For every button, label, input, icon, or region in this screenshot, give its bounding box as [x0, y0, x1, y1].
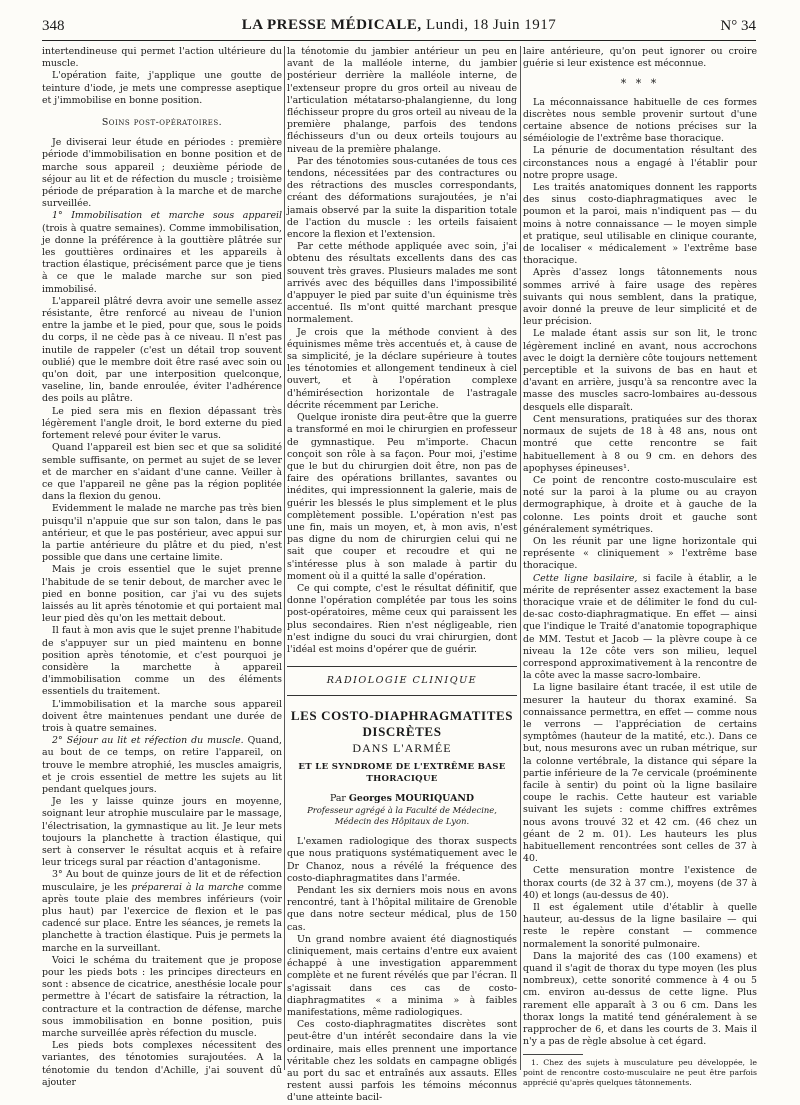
paragraph: La méconnaissance habituelle de ces formes discrètes nous semble provenir surtout d'une certaine absence de notions précises sur la séméiologie de l'extrême base thoracique. [523, 96, 757, 145]
paragraph: Par cette méthode appliquée avec soin, j'ai obtenu des résultats excellents dans des cas souvent très graves. Plusieurs malades me sont arrivés avec des béquilles dans l'impossibilité d'appuyer le pied par suite d'un équinisme très accentué. Ils m'ont quitté marchant presque normalement. [287, 241, 517, 326]
paragraph-text: (trois à quatre semaines). Comme immobilisation, je donne la préférence à la gouttière plâtrée sur les gouttières ordinaires et les appareils à traction élastique, précisément parce que je tiens à ce que le malade marche sur son pied immobilisé. [42, 222, 282, 295]
paragraph: Je crois que la méthode convient à des équinismes même très accentués et, à cause de sa simplicité, je la déclare supérieure à toutes les ténotomies et allongement tendineux à ciel ouvert, et à l'opération complexe d'hémirésection horizontale de l'astragale décrite récemment par Leriche. [287, 326, 517, 411]
column-separator [520, 46, 521, 1070]
paragraph: Après d'assez longs tâtonnements nous sommes arrivé à faire usage des repères suivants qui nous semblent, dans la pratique, avoir donné la preuve de leur simplicité et de leur précision. [523, 267, 757, 328]
paragraph-lead: 1° Immobilisation et marche sous appareil [52, 210, 282, 222]
paragraph: intertendineuse qui permet l'action ultérieure du muscle. [42, 46, 282, 70]
paragraph-lead: 3° Au bout de quinze jours de lit et de réfection musculaire, je les [42, 869, 282, 893]
paragraph: L'appareil plâtré devra avoir une semelle assez résistante, être renforcé au niveau de l'union entre la jambe et le pied, pour que, sous le poids du corps, il ne cède pas à ce niveau. Il n'est pas inutile de rappeler (c'est un détail trop souvent oublié) que le membre doit être rasé avec soin ou qu'on doit, par une interposition quelconque, vaseline, lin, bande enroulée, éviter l'adhérence des poils au plâtre. [42, 295, 282, 405]
paragraph: Les pieds bots complexes nécessitent des variantes, des ténotomies surajoutées. A la ténotomie du tendon d'Achille, j'ai souvent dû ajouter [42, 1040, 282, 1088]
paragraph: la ténotomie du jambier antérieur un peu en avant de la malléole interne, du jambier postérieur derrière la malléole interne, de l'extenseur propre du gros orteil au niveau de l'articulation métatarso-phalangienne, du long fléchisseur propre du gros orteil au niveau de la première phalange, parfois des tendons fléchisseurs d'un ou deux orteils toujours au niveau de la première phalange. [287, 46, 517, 155]
column-1 [42, 46, 283, 1088]
paragraph: Les traités anatomiques donnent les rapports des sinus costo-diaphragmatiques avec le poumon et la paroi, mais n'indiquent pas — du moins à notre connaissance — le moyen simple et pratique, seul utilisable en clinique courante, de localiser « médicalement » l'extrême base thoracique. [523, 182, 757, 267]
section-label: RADIOLOGIE CLINIQUE [326, 675, 478, 687]
affiliation-line: Médecin des Hôpitaux de Lyon. [334, 815, 470, 826]
paragraph-text: Quand, au bout de ce temps, on retire l'appareil, on trouve le membre atrophié, les muscles amaigris, et je crois essentiel de mettre les sujets au lit pendant quelques jours. [42, 735, 283, 795]
paragraph: L'immobilisation et la marche sous appareil doivent être maintenues pendant une durée de trois à quatre semaines. [42, 698, 282, 734]
asterism: * * * [620, 77, 660, 91]
paragraph: Dans la majorité des cas (100 examens) et quand il s'agit de thorax du type moyen (les plus nombreux), cette sonorité commence à 4 ou 5 cm. environ au-dessus de cette ligne. Plus rarement elle apparaît à 3 ou 6 cm. Dans les thorax longs la matité tend généralement à se rapprocher de 6, et dans les courts de 3. Mais il n'y a pas de règle absolue à cet égard. [523, 950, 757, 1048]
paragraph [42, 869, 282, 954]
column-3 [523, 46, 757, 1087]
paragraph: Cent mensurations, pratiquées sur des thorax normaux de sujets de 18 à 48 ans, nous ont montré que cette rencontre se fait habituellement à 8 ou 9 cm. en dehors des apophyses épineuses¹. [523, 413, 757, 474]
paragraph-text: si facile à établir, a le mérite de représenter assez exactement la base thoracique vraie et de délimiter le fond du cul-de-sac costo-diaphragmatique. En effet — ainsi que l'indique le Traité d'anatomie topographique de MM. Testut et Jacob — la plèvre coupe à ce niveau la 12e côte vers son milieu, lequel correspond approximativement à la rencontre de la côte avec la masse sacro-lombaire. [523, 572, 757, 682]
paragraph: La pénurie de documentation résultant des circonstances nous a engagé à l'établir pour notre propre usage. [523, 145, 757, 181]
paragraph: Un grand nombre avaient été diagnostiqués cliniquement, mais certains d'entre eux avaient échappé à une investigation apparemment complète et ne furent révélés que par l'écran. Il s'agissait dans ces cas de costo-diaphragmatites « a minima » à faibles manifestations, même radiologiques. [287, 933, 517, 1019]
section-heading: Soins post-opératoires. [101, 117, 223, 129]
footnote: 1. Chez des sujets à musculature peu développée, le point de rencontre costo-musculaire ne peut être parfois apprécié qu'après quelques tâtonnements. [523, 1058, 757, 1087]
paragraph: Il est également utile d'établir à quelle hauteur, au-dessus de la ligne basilaire — qui reste le repère constant — commence normalement la sonorité pulmonaire. [523, 902, 757, 950]
masthead [42, 17, 756, 34]
column-separator [284, 46, 285, 1070]
paragraph: Je les y laisse quinze jours en moyenne, soignant leur atrophie musculaire par le massage, l'électrisation, la gymnastique au lit. Je leur mets toujours la planchette à traction élastique, qui sert à conserver le résultat acquis et à refaire leur tricegs sural par réaction d'antagonisme. [42, 796, 282, 869]
paragraph: Il faut à mon avis que le sujet prenne l'habitude de s'appuyer sur un pied maintenu en bonne position après ténotomie, et c'est pourquoi je considère la marchette à appareil d'immobilisation comme un des éléments essentiels du traitement. [42, 625, 282, 698]
paragraph-lead: 2° Séjour au lit et réfection du muscle. [52, 735, 244, 747]
paragraph: La ligne basilaire étant tracée, il est utile de mesurer la hauteur du thorax examiné. Sa connaissance permettra, en effet — comme nous le verrons — l'appréciation de certains symptômes (hauteur de la matité, etc.). Dans ce but, nous mesurons avec un ruban métrique, sur la colonne vertébrale, la distance qui sépare la partie inférieure de la 7e cervicale (proéminente facile à sentir) du point où la ligne basilaire coupe le rachis. Cette hauteur est variable suivant les sujets : comme chiffres extrêmes nous avons trouvé 32 et 42 cm. (46 chez un géant de 2 m. 01). Les hauteurs les plus habituellement rencontrées sont celles de 37 à 40. [523, 682, 757, 865]
paragraph [523, 573, 757, 683]
paragraph-text: comme après toute plaie des membres inférieurs (voir plus haut) par l'exercice de flexion et le pas cadencé sur place. Entre les séances, je remets la planchette à traction élastique. Puis je permets la marche en la surveillant. [42, 881, 282, 954]
author-name: Georges MOURIQUAND [348, 792, 475, 804]
author-prefix: Par [329, 792, 346, 804]
paragraph: Ces costo-diaphragmatites discrètes sont peut-être d'un intérêt secondaire dans la vie ordinaire, mais elles prennent une importance véritable chez les soldats en campagne obligés au port du sac et entraînés aux assauts. Elles restent aussi parfois les témoins méconnus d'une atteinte bacil- [287, 1019, 517, 1104]
paragraph: Quelque ironiste dira peut-être que la guerre a transformé en moi le chirurgien en professeur de gymnastique. Peu m'importe. Chacun conçoit son rôle à sa façon. Pour moi, j'estime que le but du chirurgien doit être, non pas de faire des opérations brillantes, savantes ou inédites, qui impressionnent la galerie, mais de guérir les blessés le plus simplement et le plus complètement possible. L'opération n'est pas une fin, mais un moyen, et, à mon avis, n'est pas digne du nom de chirurgien celui qui ne sait que couper et recoudre et qui ne s'intéresse plus à son malade à partir du moment où il a quitté la salle d'opération. [287, 412, 517, 582]
paragraph: Evidemment le malade ne marche pas très bien puisqu'il n'appuie que sur son talon, dans le pas antérieur, et que le pas postérieur, avec appui sur la partie antérieure du plâtre et du pied, n'est possible que dans une certaine limite. [42, 503, 282, 564]
paragraph: L'examen radiologique des thorax suspects que nous pratiquons systématiquement avec le Dr Chanoz, nous a révélé la fréquence des costo-diaphragmatites dans l'armée. [287, 836, 517, 884]
section-divider [287, 666, 517, 675]
paragraph: Par des ténotomies sous-cutanées de tous ces tendons, nécessitées par des contractures ou des rétractions des muscles correspondants, créant des déformations surajoutées, je n'ai jamais observé par la suite la disparition totale de l'action du muscle : les orteils faisaient encore la flexion et l'extension. [287, 155, 517, 241]
paragraph: Mais je crois essentiel que le sujet prenne l'habitude de se tenir debout, de marcher avec le pied en bonne position, car j'ai vu des sujets laissés au lit après ténotomie et qui portaient mal leur pied dès qu'on les mettait debout. [42, 564, 282, 625]
page-number: 348 [42, 18, 65, 34]
paragraph: Le malade étant assis sur son lit, le tronc légèrement incliné en avant, nous accrochons avec le doigt la dernière côte toujours nettement perceptible et la suivons de bas en haut et d'avant en arrière, jusqu'à sa rencontre avec la masse des muscles sacro-lombaires au-dessous desquels elle disparaît. [523, 328, 757, 413]
paragraph: L'opération faite, j'applique une goutte de teinture d'iode, je mets une compresse aseptique et j'immobilise en bonne position. [42, 70, 282, 106]
paragraph-lead: Cette ligne basilaire, [533, 572, 638, 584]
paragraph: Le pied sera mis en flexion dépassant très légèrement l'angle droit, le bord externe du pied fortement relevé pour éviter le varus. [42, 405, 282, 442]
article-rule [287, 695, 517, 696]
author-affiliation [287, 805, 517, 826]
paragraph: Cette mensuration montre l'existence de thorax courts (de 32 à 37 cm.), moyens (de 37 à 40) et longs (au-dessus de 40). [523, 865, 757, 901]
paragraph: Quand l'appareil est bien sec et que sa solidité semble suffisante, on permet au sujet de se lever et de marcher en s'aidant d'une canne. Veiller à ce que l'appareil ne gêne pas la région poplitée dans la flexion du genou. [42, 442, 282, 503]
paragraph: Pendant les six derniers mois nous en avons rencontré, tant à l'hôpital militaire de Grenoble que dans notre secteur médical, plus de 150 cas. [287, 884, 517, 933]
paragraph: laire antérieure, qu'on peut ignorer ou croire guérie si leur existence est méconnue. [523, 46, 757, 70]
paragraph: Ce point de rencontre costo-musculaire est noté sur la paroi à la plume ou au crayon dermographique, à droite et à gauche de la colonne. Les points droit et gauche sont généralement symétriques. [523, 474, 757, 535]
affiliation-line: Professeur agrégé à la Faculté de Médecine, [307, 805, 497, 816]
paragraph: Voici le schéma du traitement que je propose pour les pieds bots : les principes directeurs en sont : absence de cicatrice, anesthésie locale pour permettre à l'écart de satisfaire la rétraction, la contracture et la contraction de défense, marche sous immobilisation en bonne position, puis marche surveillée après réfection du muscle. [42, 954, 282, 1040]
page-header [42, 18, 756, 38]
paragraph: On les réunit par une ligne horizontale qui représente « cliniquement » l'extrême base thoracique. [523, 535, 757, 572]
article-title: LES COSTO-DIAPHRAGMATITES DISCRÈTES [290, 708, 514, 740]
article-author [287, 793, 517, 805]
article-title-line-2: DANS L'ARMÉE [352, 741, 452, 756]
issue-number: N° 34 [720, 18, 756, 34]
paragraph [42, 735, 282, 796]
issue-date: Lundi, 18 Juin 1917 [425, 17, 557, 33]
column-2 [287, 46, 517, 1104]
header-rule [42, 40, 756, 41]
paragraph: Je diviserai leur étude en périodes : première période d'immobilisation en bonne position et de marche sous appareil ; deuxième période de séjour au lit et de réfection du muscle ; troisième période de préparation à la marche et de marche surveillée. [42, 137, 282, 210]
paragraph: Ce qui compte, c'est le résultat définitif, que donne l'opération complétée par tous les soins post-opératoires, même ceux qui paraissent les plus secondaires. Rien n'est négligeable, rien n'est indigne du souci du vrai chirurgien, dont l'idéal est moins d'opérer que de guérir. [287, 582, 517, 655]
paragraph [42, 210, 282, 295]
footnote-rule [523, 1054, 583, 1055]
journal-title: LA PRESSE MÉDICALE, [241, 17, 422, 33]
paragraph-italic: préparerai à la marche [131, 881, 244, 893]
article-subtitle: ET LE SYNDROME DE L'EXTRÊME BASE THORACIQUE [298, 761, 506, 784]
